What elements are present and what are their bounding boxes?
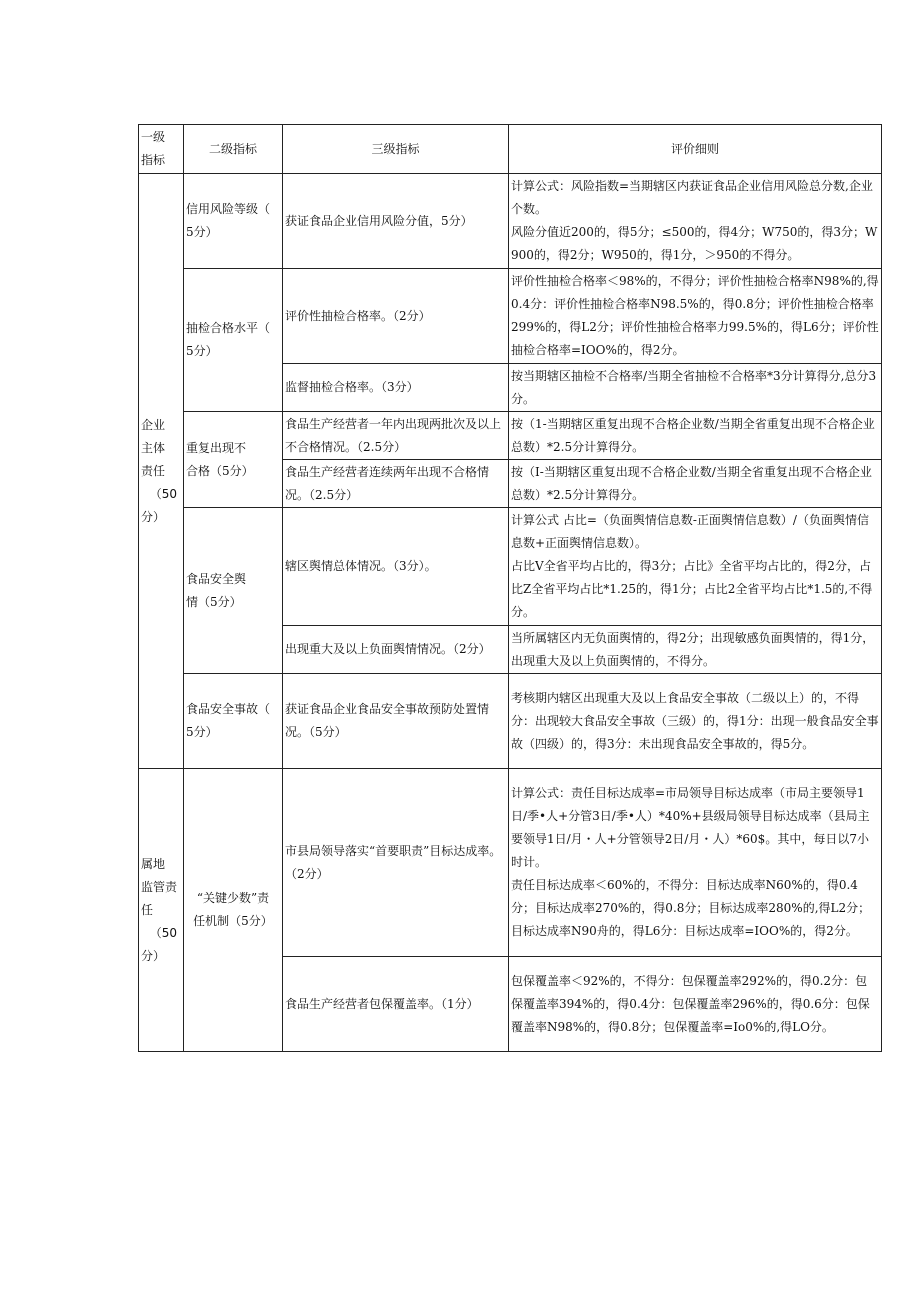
- level2-cell: 食品安全舆 情（5分）: [184, 508, 283, 674]
- level3-cell: 食品生产经营者连续两年出现不合格情况。（2.5分）: [283, 460, 509, 508]
- section1-cell: [139, 174, 184, 769]
- criteria-cell: 计算公式：风险指数=当期辖区内获证食品企业信用风险总分数,企业个数。 风险分值近200的，得5分；≤500的，得4分；W750的，得3分；W900的，得2分；W950的，得1分，＞950的不得分。: [509, 174, 882, 269]
- criteria-cell: 按当期辖区抽检不合格率/当期全省抽检不合格率*3分计算得分,总分3分。: [509, 364, 882, 412]
- level3-cell: 食品生产经营者包保覆盖率。（1分）: [283, 957, 509, 1052]
- level3-cell: 获证食品企业信用风险分值，5分）: [283, 174, 509, 269]
- table-row: [139, 769, 882, 957]
- level2-cell: 信用风险等级（ 5分）: [184, 174, 283, 269]
- criteria-cell: 当所属辖区内无负面舆情的，得2分；出现敏感负面舆情的，得1分，出现重大及以上负面舆情的，不得分。: [509, 626, 882, 674]
- level3-cell: 食品生产经营者一年内出现两批次及以上不合格情况。（2.5分）: [283, 412, 509, 460]
- section1-score-open: （50: [149, 486, 177, 501]
- section2-score-open: （50: [149, 925, 177, 940]
- criteria-cell: 按（I-当期辖区重复出现不合格企业数/当期全省重复出现不合格企业总数）*2.5分计算得分。: [509, 460, 882, 508]
- table-row: [139, 174, 882, 269]
- evaluation-table: [138, 124, 882, 1052]
- level2-cell: 食品安全事故（ 5分）: [184, 674, 283, 769]
- table-row: [139, 674, 882, 769]
- level3-cell: 获证食品企业食品安全事故预防处置情况。（5分）: [283, 674, 509, 769]
- header-criteria: 评价细则: [509, 125, 882, 174]
- criteria-cell: 评价性抽检合格率＜98%的，不得分；评价性抽检合格率N98%的,得0.4分：评价性抽检合格率N98.5%的，得0.8分；评价性抽检合格率299%的，得L2分；评价性抽检合格率力99.5%的，得L6分；评价性抽检合格率=IOO%的，得2分。: [509, 269, 882, 364]
- table-row: [139, 269, 882, 364]
- header-level2: 二级指标: [184, 125, 283, 174]
- level3-cell: 辖区舆情总体情况。（3分）。: [283, 508, 509, 626]
- table-row: [139, 412, 882, 460]
- level2-cell: “关键少数”责 任机制（5分）: [184, 769, 283, 1052]
- criteria-cell: 考核期内辖区出现重大及以上食品安全事故（二级以上）的，不得分：出现较大食品安全事故（三级）的，得1分：出现一般食品安全事故（四级）的，得3分：未出现食品安全事故的，得5分。: [509, 674, 882, 769]
- criteria-cell: 计算公式 占比=（负面舆情信息数-正面舆情信息数）/（负面舆情信息数+正面舆情信息数）。 占比V全省平均占比的，得3分；占比》全省平均占比的，得2分，占比Z全省平均占比*1.25的，得1分；占比2全省平均占比*1.5的,不得分。: [509, 508, 882, 626]
- criteria-cell: 包保覆盖率＜92%的，不得分：包保覆盖率292%的，得0.2分：包保覆盖率394%的，得0.4分：包保覆盖率296%的，得0.6分：包保覆盖率N98%的，得0.8分；包保覆盖率=Io0%的,得LO分。: [509, 957, 882, 1052]
- table-row: [139, 508, 882, 626]
- header-level3: 三级指标: [283, 125, 509, 174]
- section2-cell: [139, 769, 184, 1052]
- section1-title: 企业 主体 责任: [141, 417, 166, 478]
- level3-cell: 市县局领导落实“首要职责”目标达成率。（2分）: [283, 769, 509, 957]
- header-level1: 一级 指标: [139, 125, 184, 174]
- level2-cell: 抽检合格水平（ 5分）: [184, 269, 283, 412]
- header-row: [139, 125, 882, 174]
- level3-cell: 监督抽检合格率。（3分）: [283, 364, 509, 412]
- level3-cell: 评价性抽检合格率。（2分）: [283, 269, 509, 364]
- level2-cell: 重复出现不 合格（5分）: [184, 412, 283, 508]
- criteria-cell: 计算公式：责任目标达成率=市局领导目标达成率（市局主要领导1日/季•人+分管3日/季•人）*40%+县级局领导目标达成率（县局主要领导1日/月・人+分管领导2日/月・人）*60$。其中，每日以7小时计。 责任目标达成率＜60%的，不得分：目标达成率N60%的，得0.4分；目标达成率270%的，得0.8分；目标达成率280%的,得L2分；目标达成率N90舟的，得L6分：目标达成率=IOO%的，得2分。: [509, 769, 882, 957]
- level3-cell: 出现重大及以上负面舆情情况。（2分）: [283, 626, 509, 674]
- section2-title: 属地 监管责 任: [141, 856, 178, 917]
- criteria-cell: 按（1-当期辖区重复出现不合格企业数/当期全省重复出现不合格企业总数）*2.5分计算得分。: [509, 412, 882, 460]
- section2-score-close: 分）: [141, 948, 166, 963]
- section1-score-close: 分）: [141, 509, 166, 524]
